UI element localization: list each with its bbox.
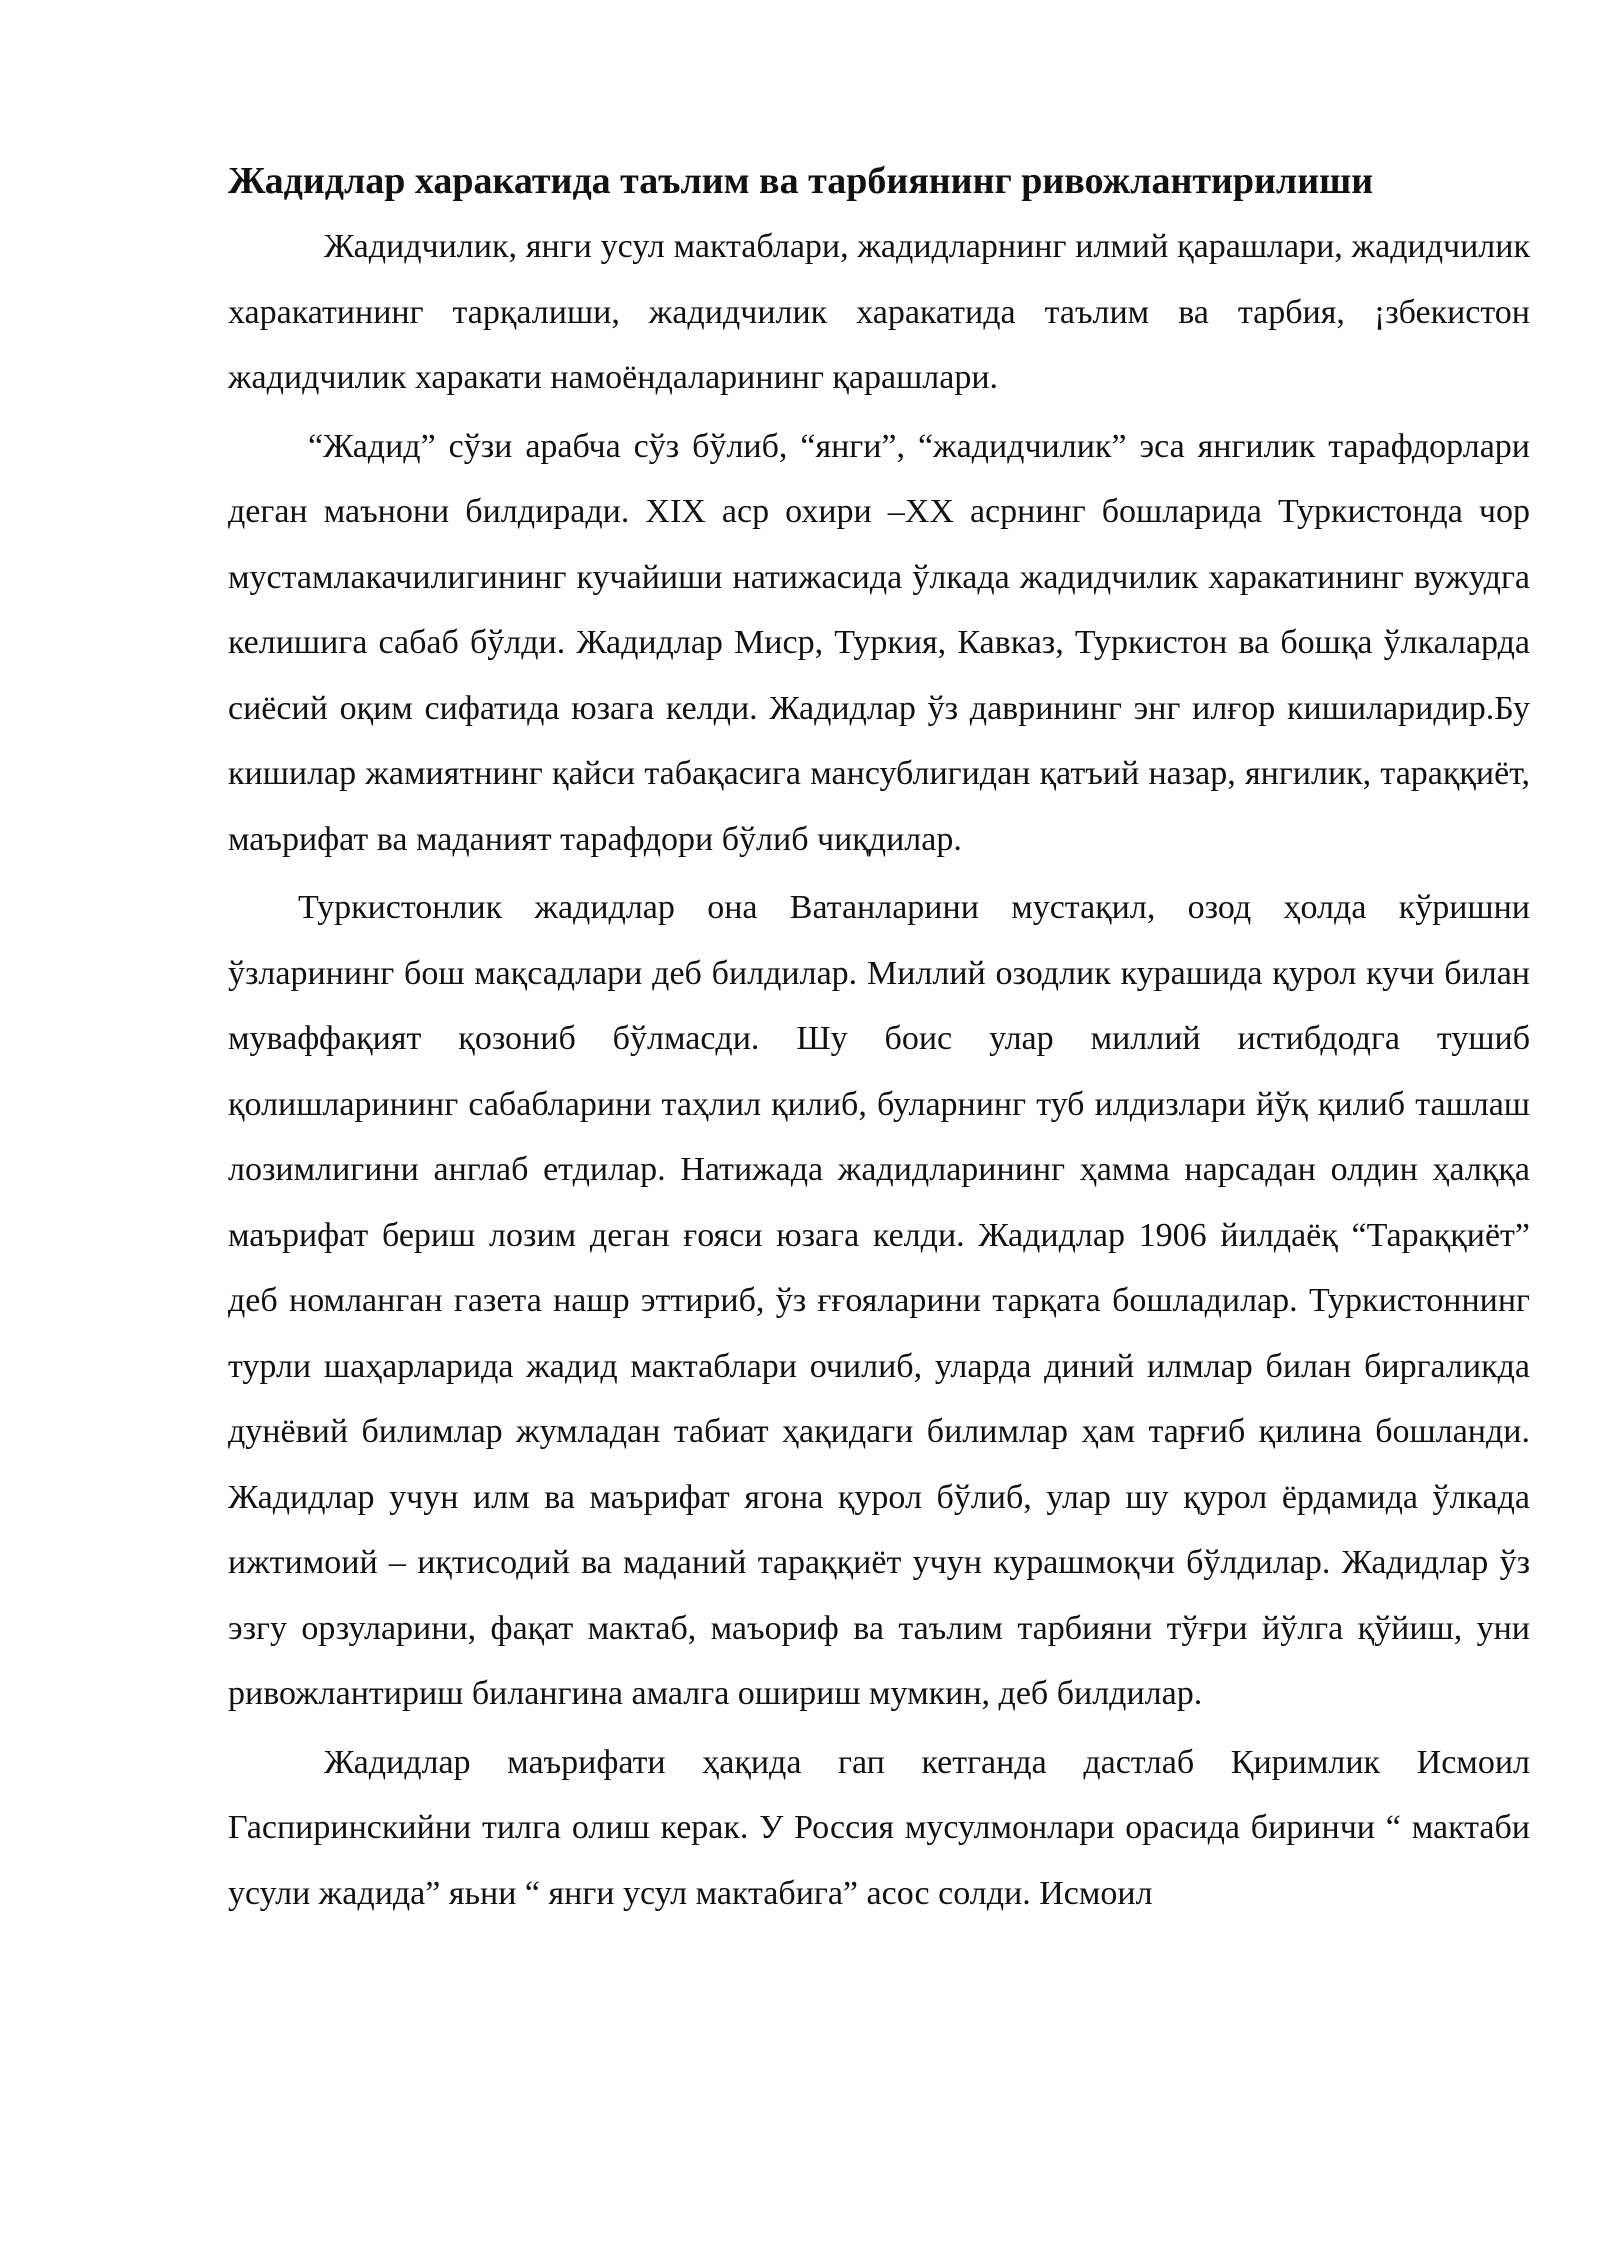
paragraph-gaspirinsky: Жадидлар маърифати ҳақида гап кетганда дастлаб Қиримлик Исмоил Гаспиринскийни тилга олиш керак. У Россия мусулмонлари орасида биринчи “ мактаби усули жадида” яьни “ янги усул мактабига” асос солди. Исмоил	[228, 1743, 1530, 1912]
paragraph-keywords: Жадидчилик, янги усул мактаблари, жадидларнинг илмий қарашлари, жадидчилик харакатининг тарқалиши, жадидчилик харакатида таълим ва тарбия, ¡збекистон жадидчилик харакати намоёндаларининг қарашлари.	[228, 228, 1530, 396]
document-body	[228, 148, 1530, 1926]
paragraph-turkestan-jadids: Туркистонлик жадидлар она Ватанларини мустақил, озод ҳолда кўришни ўзларининг бош мақсадлари деб билдилар. Миллий озодлик курашида қурол кучи билан муваффақият қозониб бўлмасди. Шу боис улар миллий истибдодга тушиб қолишларининг сабабларини таҳлил қилиб, буларнинг туб илдизлари йўқ қилиб ташлаш лозимлигини англаб етдилар. Натижада жадидларининг ҳамма нарсадан олдин ҳалққа маърифат бериш лозим деган ғояси юзага келди. Жадидлар 1906 йилдаёқ “Тараққиёт” деб номланган газета нашр эттириб, ўз ғғояларини тарқата бошладилар. Туркистоннинг турли шаҳарларида жадид мактаблари очилиб, уларда диний илмлар билан биргаликда дунёвий билимлар жумладан табиат ҳақидаги билимлар ҳам тарғиб қилина бошланди. Жадидлар учун илм ва маърифат ягона қурол бўлиб, улар шу қурол ёрдамида ўлкада ижтимоий – иқтисодий ва маданий тараққиёт учун курашмоқчи бўлдилар. Жадидлар ўз эзгу орзуларини, фақат мактаб, маъориф ва таълим тарбияни тўғри йўлга қўйиш, уни ривожлантириш билангина амалга ошириш мумкин, деб билдилар.	[228, 889, 1530, 1712]
document-title: Жадидлар харакатида таълим ва тарбиянинг ривожлантирилиши	[228, 160, 1374, 202]
paragraph-jadid-meaning: “Жадид” сўзи арабча сўз бўлиб, “янги”, “жадидчилик” эса янгилик тарафдорлари деган маънони билдиради. XIX аср охири –XX асрнинг бошларида Туркистонда чор мустамлакачилигининг кучайиши натижасида ўлкада жадидчилик харакатининг вужудга келишига сабаб бўлди. Жадидлар Миср, Туркия, Кавказ, Туркистон ва бошқа ўлкаларда сиёсий оқим сифатида юзага келди. Жадидлар ўз даврининг энг илғор кишиларидир.Бу кишилар жамиятнинг қайси табақасига мансублигидан қатъий назар, янгилик, тараққиёт, маърифат ва маданият тарафдори бўлиб чиқдилар.	[228, 427, 1530, 858]
